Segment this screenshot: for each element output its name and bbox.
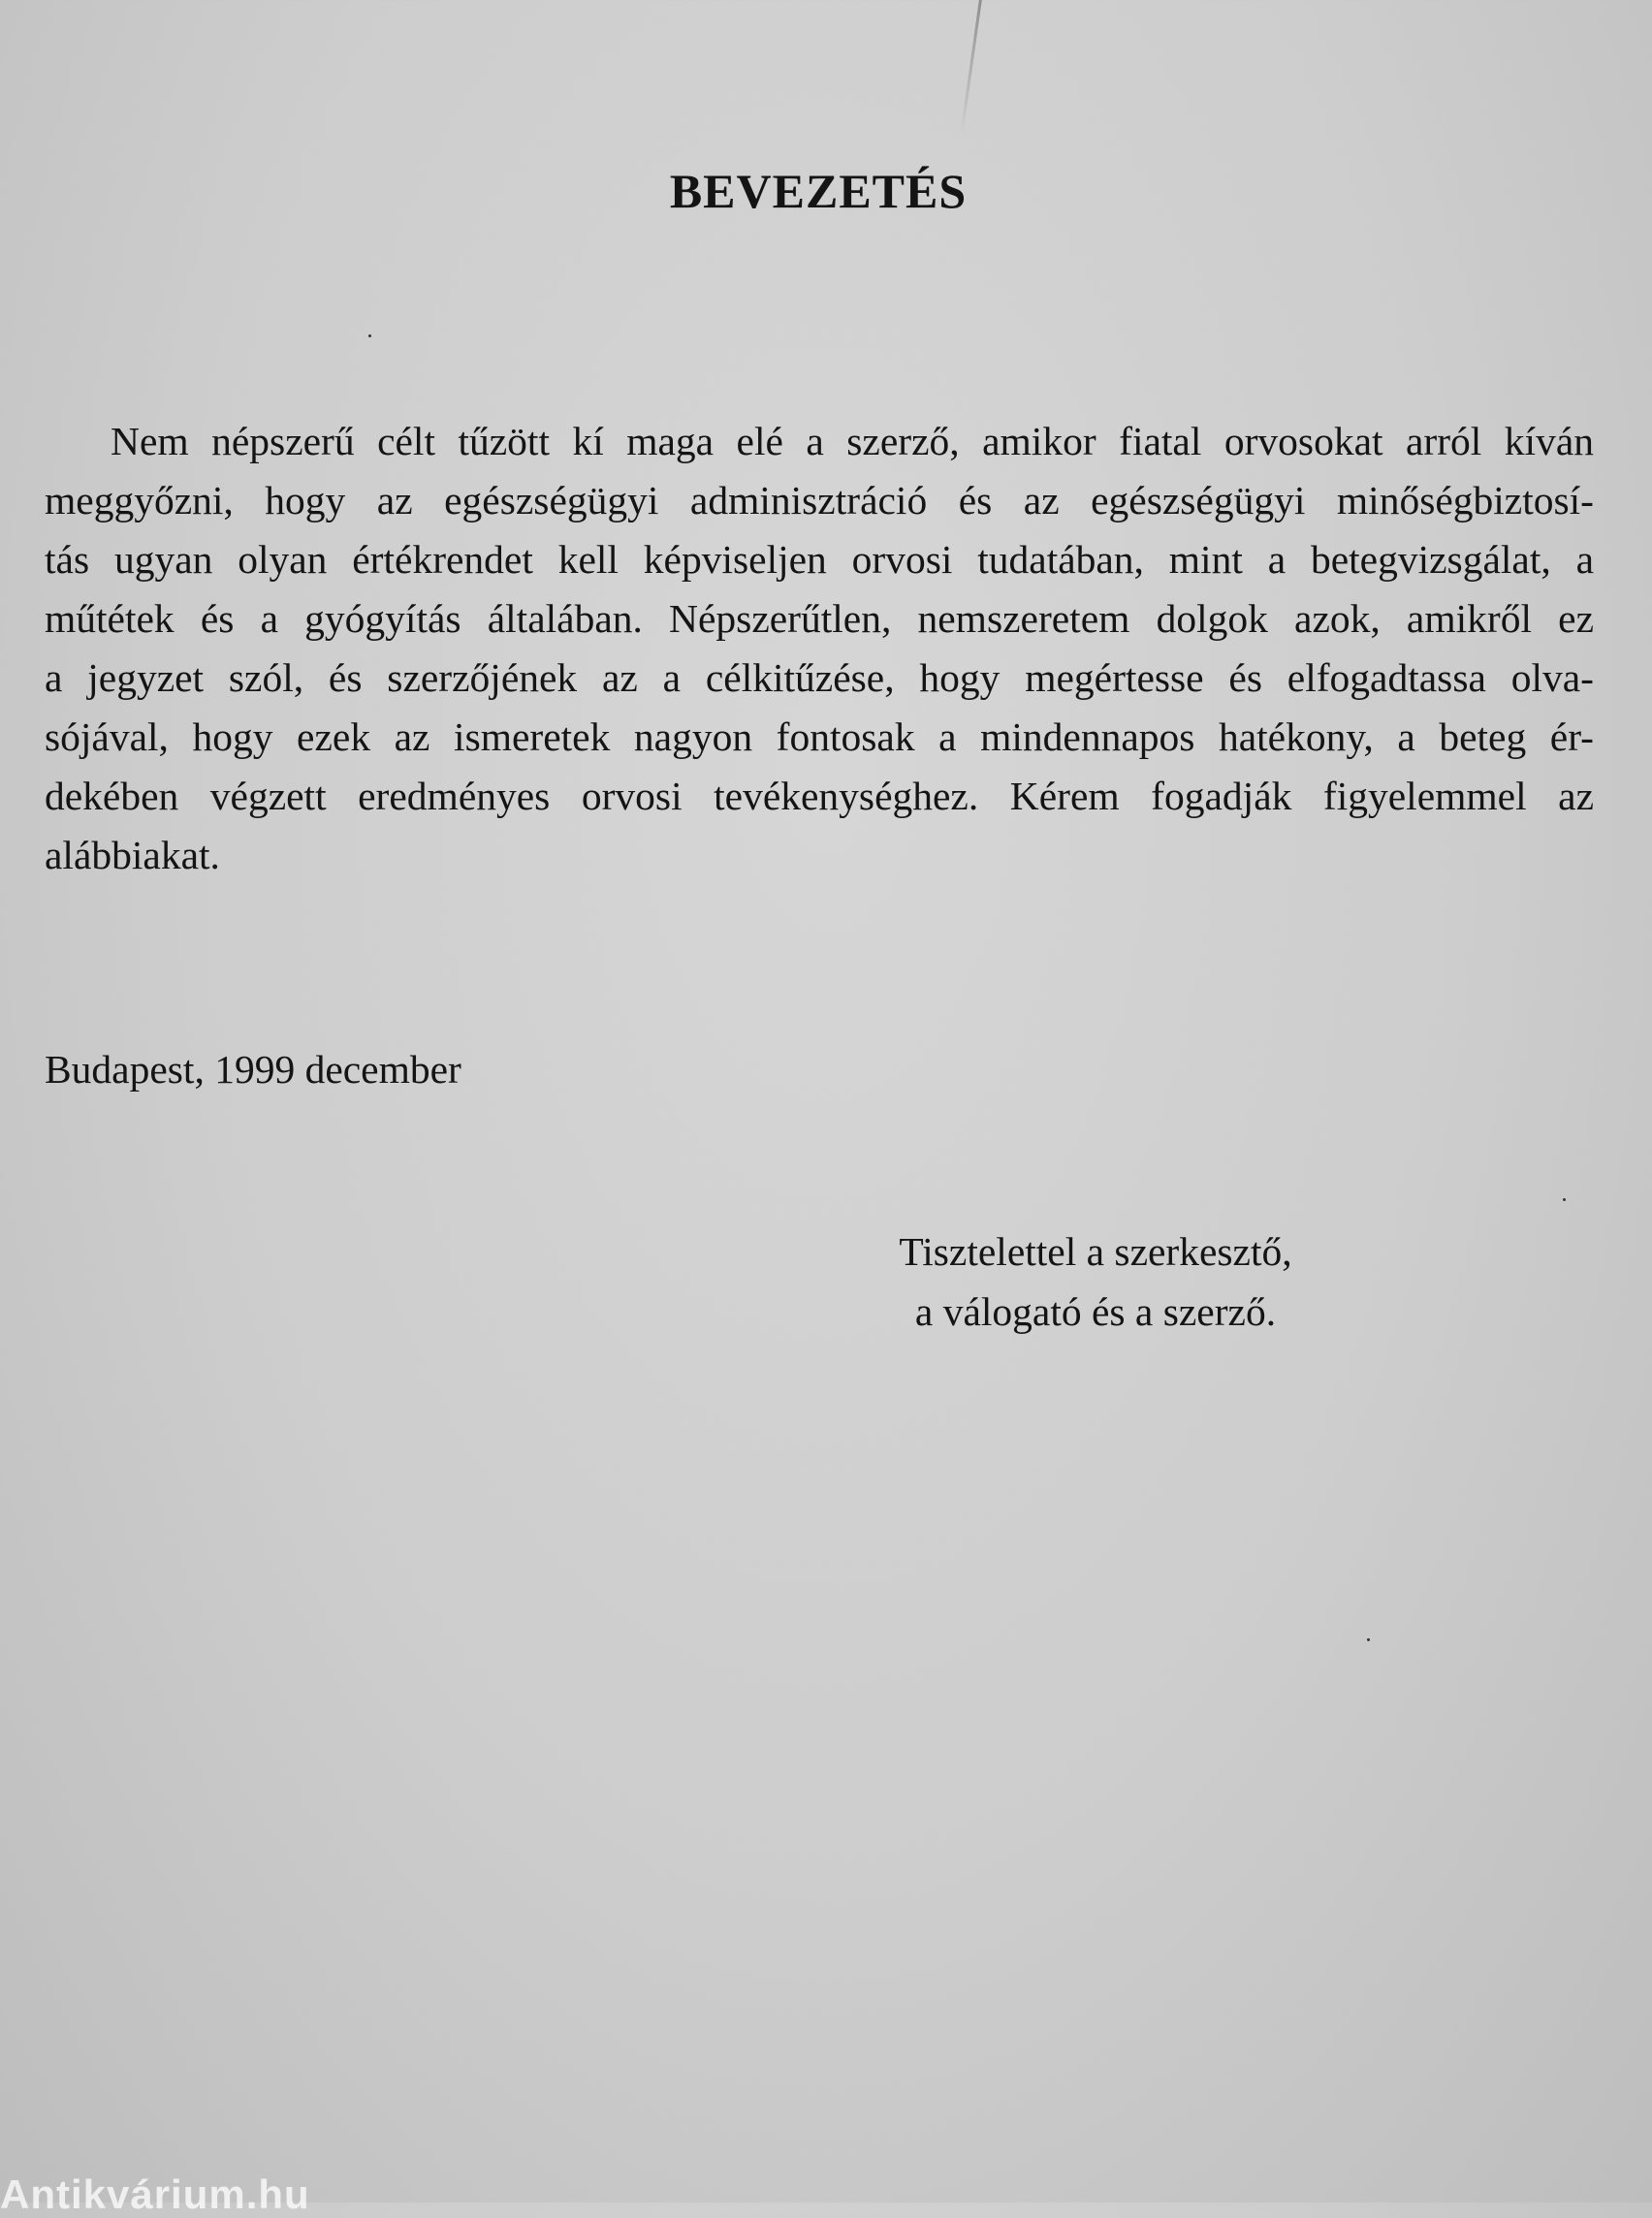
signature-block	[805, 1221, 1386, 1342]
paragraph-line: műtétek és a gyógyítás általában. Népszerűtlen, nemszeretem dolgok azok, amikről ez	[45, 596, 1594, 641]
watermark: Antikvárium.hu	[0, 2171, 310, 2217]
paragraph-line: meggyőzni, hogy az egészségügyi adminisztráció és az egészségügyi minőségbiztosí-	[45, 478, 1594, 523]
page-fold-line	[960, 0, 982, 136]
paragraph-line: dekében végzett eredményes orvosi tevékenységhez. Kérem fogadják figyelemmel az	[45, 774, 1594, 818]
speck	[368, 334, 371, 337]
place-and-date: Budapest, 1999 december	[45, 1047, 461, 1092]
speck	[1367, 1638, 1370, 1641]
page-title: BEVEZETÉS	[669, 164, 968, 218]
speck	[1563, 1198, 1566, 1201]
intro-paragraph	[45, 412, 1594, 885]
paragraph-line: sójával, hogy ezek az ismeretek nagyon fontosak a mindennapos hatékony, a beteg ér-	[45, 714, 1594, 759]
paragraph-line: a jegyzet szól, és szerzőjének az a célkitűzése, hogy megértesse és elfogadtassa olva-	[45, 655, 1594, 700]
signature-line-1: Tisztelettel a szerkesztő,	[899, 1229, 1292, 1274]
paragraph-line: alábbiakat.	[45, 833, 220, 877]
paragraph-line: tás ugyan olyan értékrendet kell képviseljen orvosi tudatában, mint a betegvizsgálat, a	[45, 537, 1594, 582]
signature-line-2: a válogató és a szerző.	[914, 1289, 1277, 1334]
paragraph-line: Nem népszerű célt tűzött kí maga elé a szerző, amikor fiatal orvosokat arról kíván	[111, 419, 1594, 463]
